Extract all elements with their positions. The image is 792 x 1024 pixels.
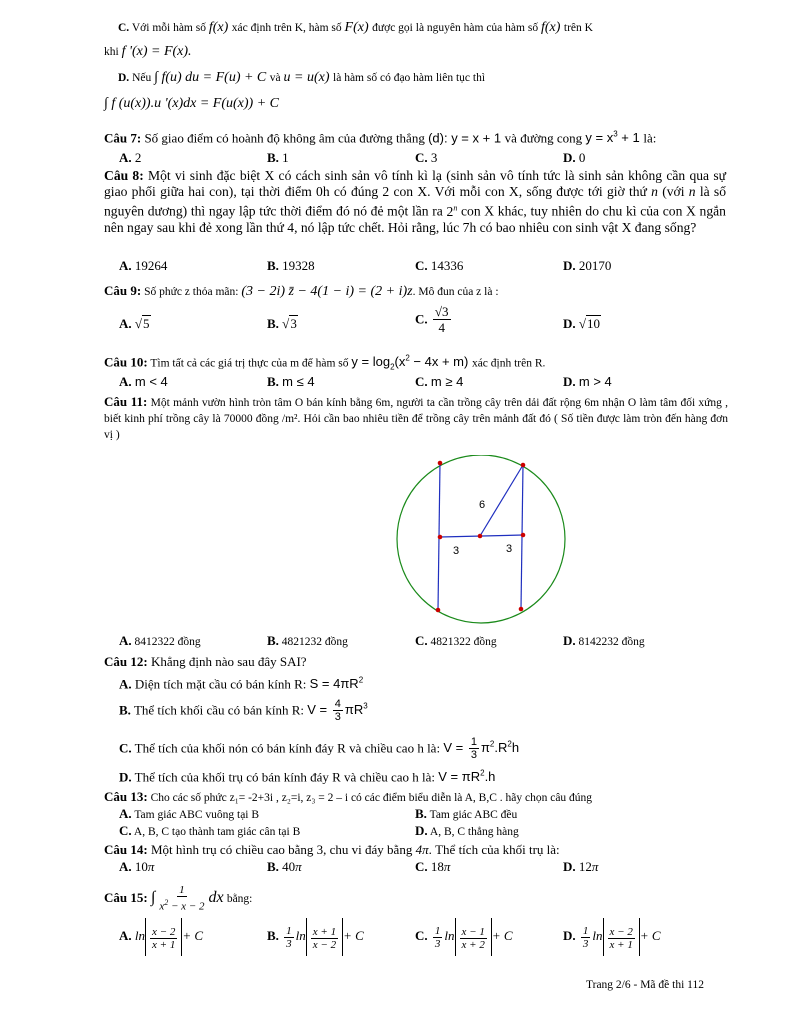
option-label: B. <box>267 258 279 273</box>
q12-text: Khẳng định nào sau đây SAI? <box>150 654 307 669</box>
point-top-left <box>438 461 443 466</box>
option-value: 19328 <box>282 258 315 273</box>
pi-symbol: π <box>147 859 155 874</box>
q11-question <box>104 394 728 443</box>
option-label: C. <box>415 150 428 165</box>
q10-option-a[interactable] <box>119 374 168 390</box>
option-label: A. <box>119 150 132 165</box>
q6-d-text: Nếu <box>132 72 152 84</box>
q12-c-formula: V = $\frac{1}{3}$ $\pi^2.R^2h$ <box>443 736 520 762</box>
option-value: 1 <box>282 150 289 165</box>
option-value: A, B, C tạo thành tam giác cân tại B <box>133 826 301 838</box>
q6-option-d-label: D. <box>118 72 130 84</box>
q6-option-c-line2 <box>104 44 192 60</box>
option-label: B. <box>267 633 279 648</box>
q8-text: là số nguyên dương) thì ngay lập tức thời điểm đó nó đẻ một lần ra <box>104 184 727 219</box>
q6-option-c-label: C. <box>118 22 130 34</box>
q14-math: 4π <box>415 842 429 857</box>
label-left-half: 3 <box>453 545 460 557</box>
q11-figure <box>390 455 580 625</box>
option-value: Tam giác ABC đều <box>429 809 518 821</box>
option-value: 10 <box>587 316 601 331</box>
option-label: B. <box>267 859 279 874</box>
option-text: Thể tích khối cầu có bán kính R: <box>133 702 304 718</box>
q8-option-c[interactable] <box>415 258 463 274</box>
q6-option-c-line1 <box>118 20 593 36</box>
q6-c-text: được gọi là nguyên hàm của hàm số <box>372 22 539 34</box>
q8-option-b[interactable] <box>267 258 315 274</box>
q12-option-c[interactable] <box>119 730 519 763</box>
option-label: A. <box>119 806 132 821</box>
fraction: $\frac{1}{3}$ <box>470 736 477 762</box>
option-value: m ≥ 4 <box>430 374 464 389</box>
q8-math-n: n <box>688 184 696 200</box>
option-label: C. <box>119 740 132 756</box>
q12-a-formula: $S = 4\pi R^2$ <box>309 676 364 692</box>
q15-option-d[interactable] <box>563 917 661 956</box>
q6-c-text: khi <box>104 46 119 58</box>
q8-math-2n: 2$^n$ <box>446 203 458 219</box>
q14-label: Câu 14: <box>104 842 148 857</box>
fraction <box>433 304 451 335</box>
option-label: B. <box>267 316 279 331</box>
q12-b-formula: V = $\frac{4}{3}$ $\pi R^3$ <box>307 698 368 724</box>
q13-option-c[interactable] <box>119 823 300 840</box>
q11-text: Một mảnh vườn hình tròn tâm O bán kính bằng 6m, người ta cần trồng cây trên dải đất rộng 6m nhận O làm tâm đối xứng , biết kinh phí trồng cây là 70000 đồng /m². Hỏi cần bao nhiêu tiền để trồng cây trên mảnh đất đó ( Số tiền được làm tròn đến hàng đơn vị ) <box>104 397 729 441</box>
option-text: Thể tích của khối trụ có bán kính đáy R và chiều cao h là: <box>134 769 436 785</box>
q6-c-math-F: F(x) <box>344 20 373 35</box>
q15-text: bằng: <box>226 893 253 905</box>
point-center <box>478 534 483 539</box>
option-value: 2 <box>134 150 142 165</box>
fraction: $\frac{1}{x^2 - x - 2}$ <box>159 884 205 913</box>
option-label: C. <box>415 374 428 389</box>
q10-function: $y = \log_2(x^2 - 4x + m)$ <box>351 354 472 372</box>
q15-c-expr: $\frac{1}{3}$ ln $\frac{x - 1}{x + 2}$ + C <box>431 928 513 943</box>
q9-option-c[interactable] <box>415 304 453 335</box>
q13-label: Câu 13: <box>104 789 148 804</box>
q6-d-text: là hàm số có đạo hàm liên tục thì <box>333 72 486 84</box>
option-label: D. <box>563 928 576 943</box>
option-label: C. <box>415 258 428 273</box>
q6-c-math-f2: f(x) <box>540 20 564 35</box>
option-value: m < 4 <box>134 374 168 389</box>
q6-d-math-u: u = u(x) <box>283 70 334 85</box>
q8-question <box>104 168 726 236</box>
q12-option-a[interactable] <box>119 673 363 692</box>
option-value: 0 <box>578 150 586 165</box>
q15-option-c[interactable] <box>415 917 513 956</box>
q11-option-a[interactable] <box>119 633 201 650</box>
q6-d-text: và <box>269 72 281 84</box>
q11-option-c[interactable] <box>415 633 497 650</box>
radius-line <box>480 465 523 536</box>
option-value: 20170 <box>578 258 612 273</box>
option-value: 19264 <box>134 258 168 273</box>
option-label: D. <box>563 859 576 874</box>
q13-option-d[interactable] <box>415 823 519 840</box>
point-bottom-left <box>436 608 441 613</box>
option-label: A. <box>119 374 132 389</box>
option-value: m ≤ 4 <box>282 374 315 389</box>
q10-text: Tìm tất cả các giá trị thực của m để hàm số <box>150 357 349 370</box>
option-label: D. <box>563 316 576 331</box>
q8-math-n: n <box>651 184 658 200</box>
option-label: C. <box>119 823 132 838</box>
option-label: A. <box>119 258 132 273</box>
q10-text: xác định trên R. <box>471 357 546 370</box>
q15-a-expr: ln $\frac{x - 2}{x + 1}$ + C <box>135 928 203 943</box>
q9-equation: (3 − 2i) z̄ − 4(1 − i) = (2 + i)z <box>241 284 413 299</box>
q9-label: Câu 9: <box>104 283 142 298</box>
option-text: Thể tích của khối nón có bán kính đáy R và chiều cao h là: <box>134 740 441 756</box>
q12-option-d[interactable] <box>119 766 495 785</box>
q7-option-c[interactable] <box>415 150 437 166</box>
q7-text: và đường cong <box>504 130 583 146</box>
option-value: 8412322 đồng <box>134 636 201 648</box>
point-top-right <box>521 463 526 468</box>
q6-c-text: trên K <box>563 22 593 34</box>
q8-label: Câu 8: <box>104 168 144 183</box>
option-label: C. <box>415 311 428 327</box>
pi-symbol: π <box>443 859 451 874</box>
q7-label: Câu 7: <box>104 130 142 146</box>
q14-option-b[interactable] <box>267 859 302 875</box>
q7-math-curve: $y = x^3 + 1$ <box>585 130 644 146</box>
option-label: C. <box>415 928 428 943</box>
option-value: Tam giác ABC vuông tại B <box>134 809 260 821</box>
q9-option-d[interactable]: D. √10 <box>563 316 601 331</box>
option-value: 4821322 đồng <box>430 636 497 648</box>
q7-text: Số giao điểm có hoành độ không âm của đường thẳng <box>144 130 425 146</box>
q11-option-d[interactable] <box>563 633 645 650</box>
q7-option-b[interactable] <box>267 150 289 166</box>
q9-option-a[interactable]: A. √5 <box>119 316 150 331</box>
q8-option-d[interactable] <box>563 258 611 274</box>
q8-text: (với <box>662 184 685 200</box>
label-right-half: 3 <box>506 543 513 555</box>
option-value: 4821232 đồng <box>281 636 348 648</box>
option-value: 5 <box>143 316 150 331</box>
q13-option-b[interactable] <box>415 806 517 823</box>
option-label: B. <box>267 150 279 165</box>
option-label: A. <box>119 928 132 943</box>
q10-option-c[interactable] <box>415 374 463 390</box>
option-value: 18 <box>430 859 444 874</box>
q15-option-b[interactable] <box>267 917 364 956</box>
option-value: 3 <box>430 150 438 165</box>
q12-d-formula: $V = \pi R^2.h$ <box>438 769 496 785</box>
q7-option-d[interactable] <box>563 150 585 166</box>
q6-option-d-formula: ∫ f (u(x)).u '(x)dx = F(u(x)) + C <box>104 96 279 111</box>
q14-option-a[interactable] <box>119 859 154 875</box>
q10-option-d[interactable] <box>563 374 612 390</box>
q9-text: . Mô đun của z là : <box>412 286 499 298</box>
q6-d-math-integral: ∫ f(u) du = F(u) + C <box>154 70 270 85</box>
q12-option-b[interactable] <box>119 692 368 725</box>
point-bottom-right <box>519 607 524 612</box>
q6-c-text: Với mỗi hàm số <box>131 22 206 34</box>
numerator: √3 <box>434 304 449 319</box>
q6-c-math-f: f(x) <box>208 20 232 35</box>
option-value: m > 4 <box>578 374 612 389</box>
option-label: D. <box>415 823 428 838</box>
fraction: $\frac{4}{3}$ <box>334 698 341 724</box>
option-label: B. <box>267 374 279 389</box>
option-label: A. <box>119 859 132 874</box>
option-label: B. <box>119 702 131 718</box>
q15-d-expr: $\frac{1}{3}$ ln $\frac{x - 2}{x + 1}$ + C <box>579 928 661 943</box>
q9-option-b[interactable]: B. √3 <box>267 316 297 331</box>
pi-symbol: π <box>295 859 302 874</box>
q7-option-a[interactable] <box>119 150 141 166</box>
q8-option-a[interactable] <box>119 258 167 274</box>
option-label: B. <box>415 806 427 821</box>
q13-question <box>104 789 592 806</box>
q14-option-d[interactable] <box>563 859 598 875</box>
q15-option-a[interactable] <box>119 917 203 956</box>
option-label: A. <box>119 676 132 692</box>
option-label: A. <box>119 316 132 331</box>
q11-option-b[interactable] <box>267 633 348 650</box>
q12-question <box>104 654 307 670</box>
q14-text: Một hình trụ có chiều cao bằng 3, chu vi đáy bằng <box>150 842 413 857</box>
q7-text: là: <box>643 130 657 146</box>
option-value: 10 <box>134 859 148 874</box>
q14-text: . Thể tích của khối trụ là: <box>428 842 560 857</box>
q15-b-expr: $\frac{1}{3}$ ln $\frac{x + 1}{x - 2}$ + C <box>282 928 364 943</box>
point-mid-right <box>521 533 526 538</box>
q15-question <box>104 880 252 917</box>
q13-option-a[interactable] <box>119 806 259 823</box>
option-label: D. <box>563 374 576 389</box>
q13-text: Cho các số phức z₁= -2+3i , z₂=i, z₃ = 2 – i có các điểm biểu diễn là A, B,C . hãy chọn câu đúng <box>150 792 593 804</box>
option-value: 12 <box>578 859 592 874</box>
label-radius: 6 <box>479 499 486 511</box>
q8-text: con X khác, tuy nhiên do chu kì của con X ngắn nên ngay sau khi đẻ xong lần thứ 4, nó lập tức chết. Hỏi rằng, lúc 7h có bao nhiêu con sinh vật X đang sống? <box>104 203 726 236</box>
q6-c-text: xác định trên K, hàm số <box>231 22 342 34</box>
q15-label: Câu 15: <box>104 890 148 905</box>
option-label: C. <box>415 633 428 648</box>
q10-option-b[interactable] <box>267 374 315 390</box>
q15-integral: ∫ $\frac{1}{x^2 - x - 2}$ dx <box>150 884 224 913</box>
garden-circle <box>397 455 565 623</box>
q12-label: Câu 12: <box>104 654 148 669</box>
q14-option-c[interactable] <box>415 859 450 875</box>
option-text: Diện tích mặt cầu có bán kính R: <box>134 676 307 692</box>
q10-question <box>104 351 545 376</box>
q8-text: Một vi sinh đặc biệt X có cách sinh sản vô tính kì lạ (sinh sản vô tính tức là sinh sản không cần qua sự giao phối giữa hai con), tại thời điểm 0h có đúng 2 con X. Với mỗi con X, sống được tới giờ thứ <box>104 168 726 200</box>
option-label: C. <box>415 859 428 874</box>
q11-label: Câu 11: <box>104 394 148 409</box>
q6-option-d-line1 <box>118 70 485 86</box>
option-label: A. <box>119 633 132 648</box>
option-value: 8142232 đồng <box>578 636 645 648</box>
q7-question <box>104 127 656 146</box>
option-value: 40 <box>282 859 296 874</box>
q7-math-line: (d): y = x + 1 <box>428 130 505 146</box>
q14-question <box>104 842 560 858</box>
page-footer: Trang 2/6 - Mã đề thi 112 <box>586 979 704 991</box>
option-value: 3 <box>290 316 297 331</box>
denominator: 4 <box>438 320 445 335</box>
q10-label: Câu 10: <box>104 354 148 370</box>
q9-question <box>104 283 499 300</box>
q9-text: Số phức z thỏa mãn: <box>144 286 239 298</box>
option-label: D. <box>563 633 576 648</box>
q6-c-math-deriv: f '(x) = F(x). <box>121 44 192 59</box>
option-label: D. <box>563 258 576 273</box>
option-label: D. <box>563 150 576 165</box>
pi-symbol: π <box>591 859 599 874</box>
option-label: B. <box>267 928 279 943</box>
option-value: A, B, C thẳng hàng <box>429 826 519 838</box>
option-label: D. <box>119 769 132 785</box>
point-mid-left <box>438 535 443 540</box>
option-value: 14336 <box>430 258 464 273</box>
